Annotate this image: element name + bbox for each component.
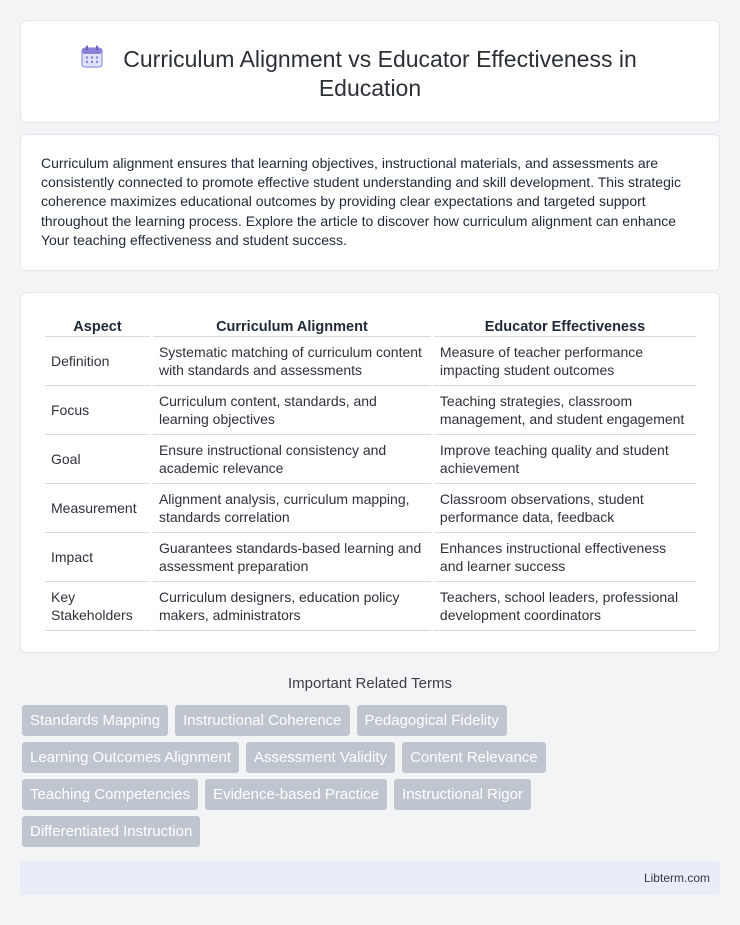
tag-standards-mapping[interactable]: Standards Mapping [22, 705, 168, 736]
table-row [45, 484, 696, 533]
cell-educator-effectiveness: Improve teaching quality and student achievement [434, 435, 696, 484]
cell-curriculum-alignment: Guarantees standards-based learning and assessment preparation [153, 533, 431, 582]
intro-paragraph: Curriculum alignment ensures that learning objectives, instructional materials, and assessments are consistently connected to promote effective student understanding and skill development. This strategic coherence maximizes educational outcomes by providing clear expectations and targeted support throughout the learning process. Explore the article to discover how curriculum alignment can enhance Your teaching effectiveness and student success. [41, 155, 681, 248]
cell-curriculum-alignment: Curriculum content, standards, and learning objectives [153, 386, 431, 435]
cell-aspect: Key Stakeholders [45, 582, 150, 631]
cell-aspect: Impact [45, 533, 150, 582]
cell-aspect: Measurement [45, 484, 150, 533]
tag-instructional-rigor[interactable]: Instructional Rigor [394, 779, 531, 810]
related-terms-list [22, 705, 722, 853]
table-row [45, 337, 696, 386]
table-row [45, 435, 696, 484]
cell-educator-effectiveness: Measure of teacher performance impacting student outcomes [434, 337, 696, 386]
table-row [45, 533, 696, 582]
cell-aspect: Focus [45, 386, 150, 435]
table-row [45, 386, 696, 435]
tag-differentiated-instruction[interactable]: Differentiated Instruction [22, 816, 200, 847]
tag-assessment-validity[interactable]: Assessment Validity [246, 742, 395, 773]
tag-learning-outcomes-alignment[interactable]: Learning Outcomes Alignment [22, 742, 239, 773]
comparison-table-card [20, 292, 720, 653]
table-header-row [45, 314, 696, 337]
tag-row [22, 816, 722, 847]
cell-curriculum-alignment: Systematic matching of curriculum content with standards and assessments [153, 337, 431, 386]
tag-row [22, 705, 722, 736]
tag-teaching-competencies[interactable]: Teaching Competencies [22, 779, 198, 810]
cell-curriculum-alignment: Ensure instructional consistency and academic relevance [153, 435, 431, 484]
column-header-aspect: Aspect [45, 314, 150, 337]
tag-row [22, 742, 722, 773]
related-terms-heading: Important Related Terms [288, 675, 452, 692]
tag-instructional-coherence[interactable]: Instructional Coherence [175, 705, 349, 736]
cell-educator-effectiveness: Classroom observations, student performance data, feedback [434, 484, 696, 533]
intro-card [20, 134, 720, 271]
column-header-curriculum-alignment: Curriculum Alignment [153, 314, 431, 337]
comparison-table [42, 314, 699, 631]
cell-aspect: Definition [45, 337, 150, 386]
page-title-line-2: Education [318, 75, 422, 101]
cell-curriculum-alignment: Curriculum designers, education policy makers, administrators [153, 582, 431, 631]
page-title-line-1: Curriculum Alignment vs Educator Effectiveness in [123, 46, 637, 72]
cell-educator-effectiveness: Teaching strategies, classroom management, and student engagement [434, 386, 696, 435]
tag-evidence-based-practice[interactable]: Evidence-based Practice [205, 779, 387, 810]
cell-curriculum-alignment: Alignment analysis, curriculum mapping, standards correlation [153, 484, 431, 533]
footer-site-link[interactable]: Libterm.com [643, 871, 710, 885]
header-card [20, 20, 720, 123]
cell-educator-effectiveness: Teachers, school leaders, professional development coordinators [434, 582, 696, 631]
tag-pedagogical-fidelity[interactable]: Pedagogical Fidelity [357, 705, 507, 736]
footer [20, 861, 720, 895]
column-header-educator-effectiveness: Educator Effectiveness [434, 314, 696, 337]
page-title [21, 45, 719, 103]
table-row [45, 582, 696, 631]
tag-content-relevance[interactable]: Content Relevance [402, 742, 546, 773]
cell-educator-effectiveness: Enhances instructional effectiveness and learner success [434, 533, 696, 582]
cell-aspect: Goal [45, 435, 150, 484]
tag-row [22, 779, 722, 810]
